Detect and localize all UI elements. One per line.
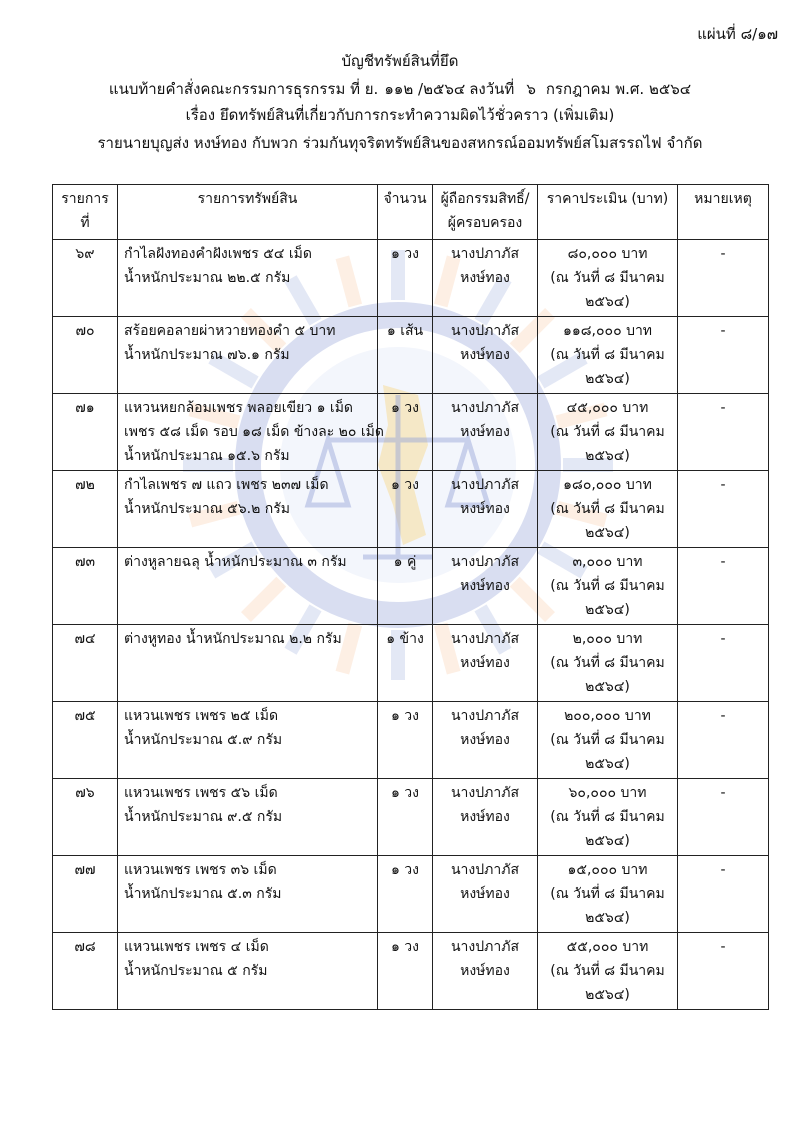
appraised-price: ๘๐,๐๐๐ บาท (ณ วันที่ ๘ มีนาคม ๒๕๖๔) <box>538 240 678 317</box>
table-header-row <box>53 185 769 240</box>
row-number: ๗๐ <box>53 317 118 394</box>
asset-description: ต่างหูทอง น้ำหนักประมาณ ๒.๒ กรัม <box>118 625 378 702</box>
order-prefix: แนบท้ายคำสั่งคณะกรรมการธุรกรรม ที่ ย. <box>108 80 379 98</box>
row-number: ๖๙ <box>53 240 118 317</box>
appraised-price: ๑๕,๐๐๐ บาท (ณ วันที่ ๘ มีนาคม ๒๕๖๔) <box>538 856 678 933</box>
remark: - <box>678 702 769 779</box>
col-header-qty: จำนวน <box>378 185 433 240</box>
col-header-item: รายการทรัพย์สิน <box>118 185 378 240</box>
date-month-year: กรกฎาคม พ.ศ. ๒๕๖๔ <box>545 80 692 98</box>
asset-quantity: ๑ ข้าง <box>378 625 433 702</box>
order-reference <box>0 80 800 98</box>
asset-owner: นางปภาภัส หงษ์ทอง <box>433 471 538 548</box>
table-row <box>53 933 769 1010</box>
asset-owner: นางปภาภัส หงษ์ทอง <box>433 856 538 933</box>
remark: - <box>678 856 769 933</box>
remark: - <box>678 779 769 856</box>
asset-description: กำไลเพชร ๗ แถว เพชร ๒๓๗ เม็ด น้ำหนักประมาณ ๕๖.๒ กรัม <box>118 471 378 548</box>
remark: - <box>678 471 769 548</box>
case-description: รายนายบุญส่ง หงษ์ทอง กับพวก ร่วมกันทุจริตทรัพย์สินของสหกรณ์ออมทรัพย์สโมสรรถไฟ จำกัด <box>97 134 703 152</box>
row-number: ๗๘ <box>53 933 118 1010</box>
sheet-number: แผ่นที่ ๘/๑๗ <box>697 25 778 43</box>
asset-owner: นางปภาภัส หงษ์ทอง <box>433 240 538 317</box>
date-day: ๖ <box>526 80 536 98</box>
row-number: ๗๔ <box>53 625 118 702</box>
table-row <box>53 240 769 317</box>
col-header-price: ราคาประเมิน (บาท) <box>538 185 678 240</box>
table-row <box>53 702 769 779</box>
table-row <box>53 856 769 933</box>
asset-owner: นางปภาภัส หงษ์ทอง <box>433 548 538 625</box>
appraised-price: ๑๘๐,๐๐๐ บาท (ณ วันที่ ๘ มีนาคม ๒๕๖๔) <box>538 471 678 548</box>
asset-owner: นางปภาภัส หงษ์ทอง <box>433 933 538 1010</box>
col-header-no: รายการ ที่ <box>53 185 118 240</box>
appraised-price: ๕๕,๐๐๐ บาท (ณ วันที่ ๘ มีนาคม ๒๕๖๔) <box>538 933 678 1010</box>
seized-assets-table <box>52 184 769 1010</box>
remark: - <box>678 394 769 471</box>
row-number: ๗๗ <box>53 856 118 933</box>
asset-description: สร้อยคอลายผ่าหวายทองคำ ๕ บาท น้ำหนักประมาณ ๗๖.๑ กรัม <box>118 317 378 394</box>
table-row <box>53 471 769 548</box>
row-number: ๗๕ <box>53 702 118 779</box>
remark: - <box>678 240 769 317</box>
row-number: ๗๑ <box>53 394 118 471</box>
remark: - <box>678 625 769 702</box>
col-header-note: หมายเหตุ <box>678 185 769 240</box>
asset-quantity: ๑ วง <box>378 856 433 933</box>
asset-description: แหวนเพชร เพชร ๓๖ เม็ด น้ำหนักประมาณ ๕.๓ กรัม <box>118 856 378 933</box>
asset-owner: นางปภาภัส หงษ์ทอง <box>433 394 538 471</box>
asset-owner: นางปภาภัส หงษ์ทอง <box>433 317 538 394</box>
asset-quantity: ๑ คู่ <box>378 548 433 625</box>
asset-quantity: ๑ วง <box>378 394 433 471</box>
table-row <box>53 394 769 471</box>
row-number: ๗๖ <box>53 779 118 856</box>
appraised-price: ๒,๐๐๐ บาท (ณ วันที่ ๘ มีนาคม ๒๕๖๔) <box>538 625 678 702</box>
remark: - <box>678 548 769 625</box>
remark: - <box>678 317 769 394</box>
asset-quantity: ๑ วง <box>378 779 433 856</box>
asset-quantity: ๑ วง <box>378 471 433 548</box>
appraised-price: ๓,๐๐๐ บาท (ณ วันที่ ๘ มีนาคม ๒๕๖๔) <box>538 548 678 625</box>
document-title: บัญชีทรัพย์สินที่ยึด <box>341 52 459 70</box>
table-row <box>53 779 769 856</box>
order-number: ๑๑๒ /๒๕๖๔ <box>384 80 466 98</box>
date-prefix: ลงวันที่ <box>469 80 515 98</box>
row-number: ๗๒ <box>53 471 118 548</box>
remark: - <box>678 933 769 1010</box>
table-row <box>53 548 769 625</box>
appraised-price: ๔๕,๐๐๐ บาท (ณ วันที่ ๘ มีนาคม ๒๕๖๔) <box>538 394 678 471</box>
document-subject: เรื่อง ยึดทรัพย์สินที่เกี่ยวกับการกระทำความผิดไว้ชั่วคราว (เพิ่มเติม) <box>185 106 615 124</box>
appraised-price: ๒๐๐,๐๐๐ บาท (ณ วันที่ ๘ มีนาคม ๒๕๖๔) <box>538 702 678 779</box>
asset-description: กำไลฝังทองคำฝังเพชร ๕๔ เม็ด น้ำหนักประมาณ ๒๒.๕ กรัม <box>118 240 378 317</box>
appraised-price: ๑๑๘,๐๐๐ บาท (ณ วันที่ ๘ มีนาคม ๒๕๖๔) <box>538 317 678 394</box>
asset-description: แหวนเพชร เพชร ๔ เม็ด น้ำหนักประมาณ ๕ กรัม <box>118 933 378 1010</box>
asset-quantity: ๑ วง <box>378 702 433 779</box>
asset-description: แหวนเพชร เพชร ๕๖ เม็ด น้ำหนักประมาณ ๙.๕ กรัม <box>118 779 378 856</box>
table-row <box>53 625 769 702</box>
row-number: ๗๓ <box>53 548 118 625</box>
asset-owner: นางปภาภัส หงษ์ทอง <box>433 625 538 702</box>
asset-owner: นางปภาภัส หงษ์ทอง <box>433 702 538 779</box>
table-row <box>53 317 769 394</box>
asset-description: แหวนหยกล้อมเพชร พลอยเขียว ๑ เม็ด เพชร ๕๘ เม็ด รอบ ๑๘ เม็ด ข้างละ ๒๐ เม็ด น้ำหนักประมาณ ๑๕.๖ กรัม <box>118 394 378 471</box>
asset-description: แหวนเพชร เพชร ๒๕ เม็ด น้ำหนักประมาณ ๕.๙ กรัม <box>118 702 378 779</box>
asset-quantity: ๑ เส้น <box>378 317 433 394</box>
col-header-owner: ผู้ถือกรรมสิทธิ์/ ผู้ครอบครอง <box>433 185 538 240</box>
appraised-price: ๖๐,๐๐๐ บาท (ณ วันที่ ๘ มีนาคม ๒๕๖๔) <box>538 779 678 856</box>
asset-quantity: ๑ วง <box>378 933 433 1010</box>
asset-description: ต่างหูลายฉลุ น้ำหนักประมาณ ๓ กรัม <box>118 548 378 625</box>
asset-quantity: ๑ วง <box>378 240 433 317</box>
asset-owner: นางปภาภัส หงษ์ทอง <box>433 779 538 856</box>
